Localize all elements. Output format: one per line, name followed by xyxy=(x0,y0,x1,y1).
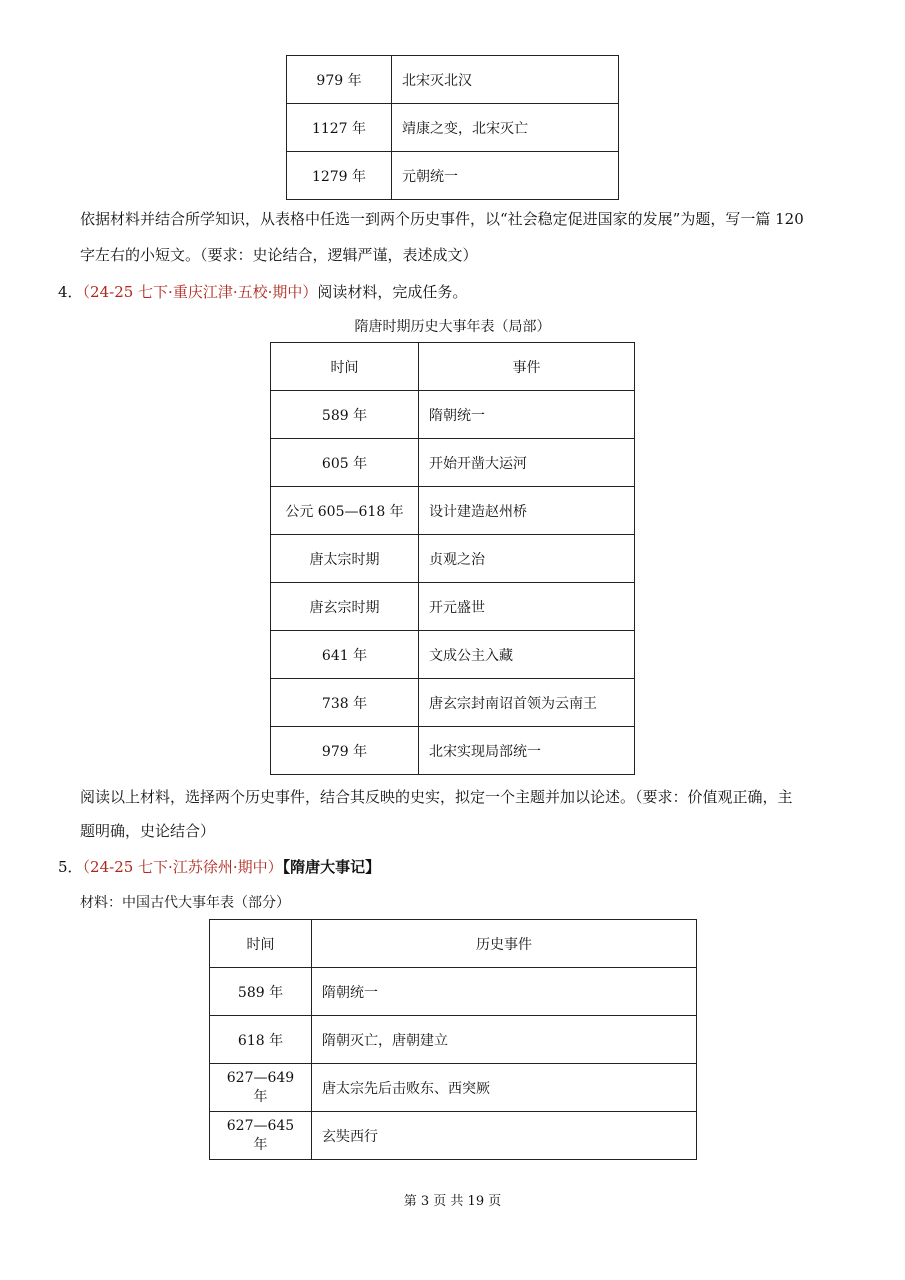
table-header-row: 时间 历史事件 xyxy=(210,920,697,968)
q5-number: 5． xyxy=(58,858,83,876)
q4-task-line1: 阅读以上材料，选择两个历史事件，结合其反映的史实，拟定一个主题并加以论述。（要求：价值观正确，主 xyxy=(80,788,793,806)
q4-instruction: 阅读材料，完成任务。 xyxy=(317,283,468,301)
table-row: 公元 605—618 年 设计建造赵州桥 xyxy=(271,487,635,535)
table-row: 627—645 年 玄奘西行 xyxy=(210,1112,697,1160)
table-sui-tang-events xyxy=(270,342,635,775)
q5-source: （24-25 七下·江苏徐州·期中） xyxy=(82,858,283,876)
table-ancient-events xyxy=(209,919,697,1160)
q4-table-title: 隋唐时期历史大事年表（局部） xyxy=(354,319,551,335)
table-row: 唐太宗时期 贞观之治 xyxy=(271,535,635,583)
q5-material-label: 材料：中国古代大事年表（部分） xyxy=(80,895,290,911)
table-row: 1279 年 元朝统一 xyxy=(287,152,619,200)
table-row: 618 年 隋朝灭亡，唐朝建立 xyxy=(210,1016,697,1064)
table-row: 1127 年 靖康之变，北宋灭亡 xyxy=(287,104,619,152)
table-row: 979 年 北宋实现局部统一 xyxy=(271,727,635,775)
table-row: 589 年 隋朝统一 xyxy=(210,968,697,1016)
table-header-row: 时间 事件 xyxy=(271,343,635,391)
page-footer: 第 3 页 共 19 页 xyxy=(403,1194,502,1209)
q4-source: （24-25 七下·重庆江津·五校·期中） xyxy=(82,283,318,301)
q3-requirement-line1: 依据材料并结合所学知识，从表格中任选一到两个历史事件，以“社会稳定促进国家的发展”为题，写一篇 120 xyxy=(80,210,804,228)
table-song-events xyxy=(286,55,619,200)
table-row: 唐玄宗时期 开元盛世 xyxy=(271,583,635,631)
table-row: 641 年 文成公主入藏 xyxy=(271,631,635,679)
table-row: 589 年 隋朝统一 xyxy=(271,391,635,439)
table-row: 627—649 年 唐太宗先后击败东、西突厥 xyxy=(210,1064,697,1112)
q4-task-line2: 题明确，史论结合） xyxy=(80,822,216,840)
table-row: 738 年 唐玄宗封南诏首领为云南王 xyxy=(271,679,635,727)
q5-topic: 【隋唐大事记】 xyxy=(282,858,381,876)
table-row: 979 年 北宋灭北汉 xyxy=(287,56,619,104)
q4-header xyxy=(58,281,467,302)
q5-header xyxy=(58,856,380,877)
q4-number: 4． xyxy=(58,283,83,301)
table-row: 605 年 开始开凿大运河 xyxy=(271,439,635,487)
q3-requirement-line2: 字左右的小短文。（要求：史论结合，逻辑严谨，表述成文） xyxy=(80,246,478,264)
